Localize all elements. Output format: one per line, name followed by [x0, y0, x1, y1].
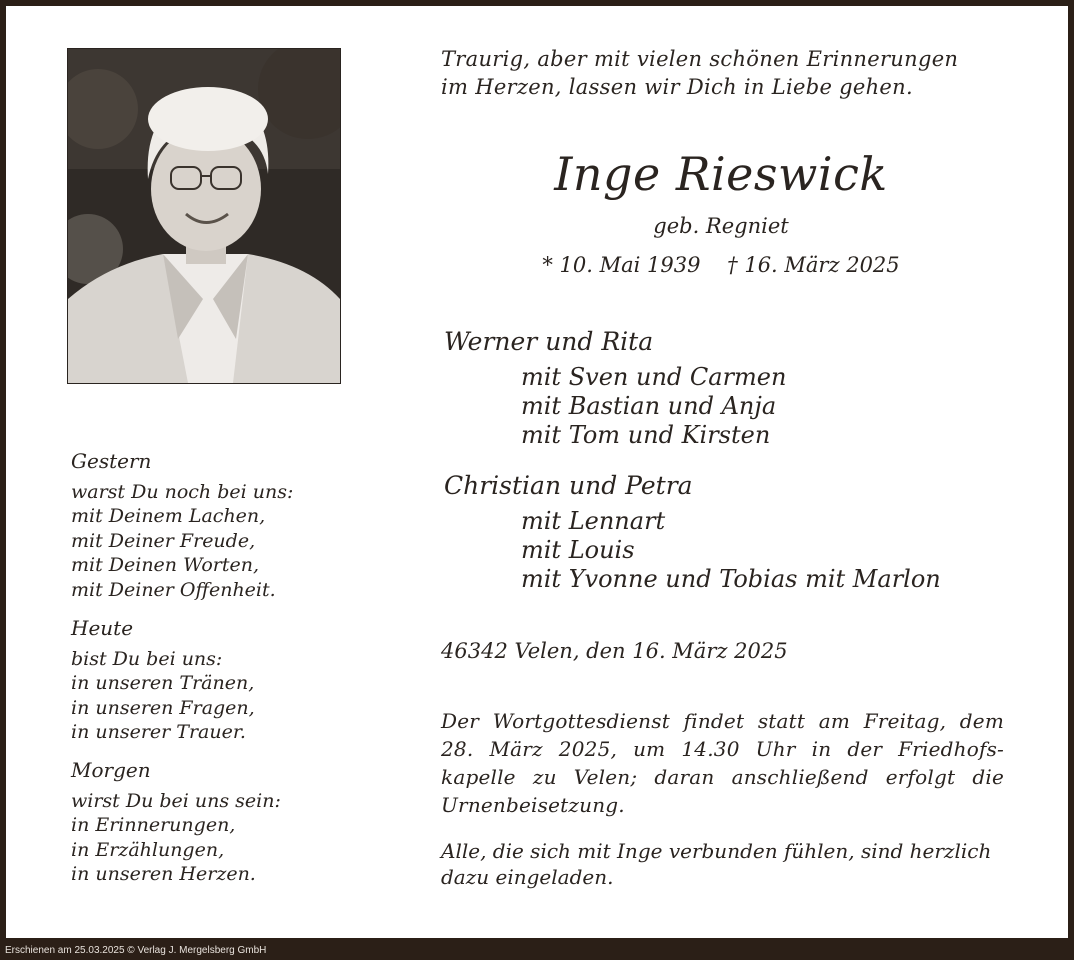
service-line: Urnenbeisetzung. [441, 793, 625, 817]
poem-stanza [71, 449, 293, 602]
poem-line: in unserer Trauer. [71, 721, 246, 743]
poem-line: in unseren Tränen, [71, 672, 255, 694]
life-dates [441, 251, 1001, 279]
birth-date: * 10. Mai 1939 [542, 253, 701, 277]
poem-stanza [71, 616, 255, 745]
family-member: mit Yvonne und Tobias mit Marlon [521, 565, 941, 593]
poem-line: warst Du noch bei uns: [71, 480, 294, 503]
poem-line: in Erinnerungen, [71, 814, 236, 836]
service-line: Der Wortgottesdienst findet statt am Freitag, dem [441, 709, 1004, 733]
poem-line: bist Du bei uns: [71, 647, 223, 670]
poem-line: in unseren Fragen, [71, 696, 255, 719]
maiden-name: geb. Regniet [653, 214, 789, 238]
portrait-photo [67, 48, 341, 384]
family-member: mit Tom und Kirsten [521, 421, 771, 449]
family-member: mit Louis [521, 536, 635, 564]
poem-line: mit Deinem Lachen, [71, 505, 266, 527]
poem-line: wirst Du bei uns sein: [71, 789, 281, 812]
service-line: 28. März 2025, um 14.30 Uhr in der Friedhofs- [441, 737, 1004, 761]
invitation-line: Alle, die sich mit Inge verbunden fühlen, sind herzlich [441, 839, 992, 863]
death-date: † 16. März 2025 [727, 253, 900, 277]
family-head: Werner und Rita [444, 327, 654, 356]
family-member: mit Sven und Carmen [521, 363, 787, 391]
opening-verse: Traurig, aber mit vielen schönen Erinnerungen im Herzen, lassen wir Dich in Liebe gehen. [441, 47, 959, 99]
poem-heading: Gestern [71, 449, 152, 473]
service-line: kapelle zu Velen; daran anschließend erfolgt die [441, 765, 1004, 789]
family-head: Christian und Petra [444, 471, 693, 500]
publication-footer: Erschienen am 25.03.2025 © Verlag J. Mergelsberg GmbH [5, 945, 267, 956]
poem-stanza [71, 758, 281, 887]
poem-line: mit Deinen Worten, [71, 554, 259, 576]
poem-line: mit Deiner Freude, [71, 529, 256, 552]
invitation [441, 838, 1007, 890]
invitation-line: dazu eingeladen. [441, 865, 614, 889]
poem-line: mit Deiner Offenheit. [71, 578, 276, 601]
poem-heading: Heute [71, 616, 134, 640]
family-member: mit Bastian und Anja [521, 392, 777, 420]
poem-line: in Erzählungen, [71, 838, 225, 861]
deceased-name: Inge Rieswick [554, 147, 888, 201]
place-date: 46342 Velen, den 16. März 2025 [441, 639, 788, 663]
poem-line: in unseren Herzen. [71, 863, 256, 885]
service-info [441, 707, 1004, 819]
family-member: mit Lennart [521, 507, 666, 535]
poem-heading: Morgen [71, 758, 151, 782]
